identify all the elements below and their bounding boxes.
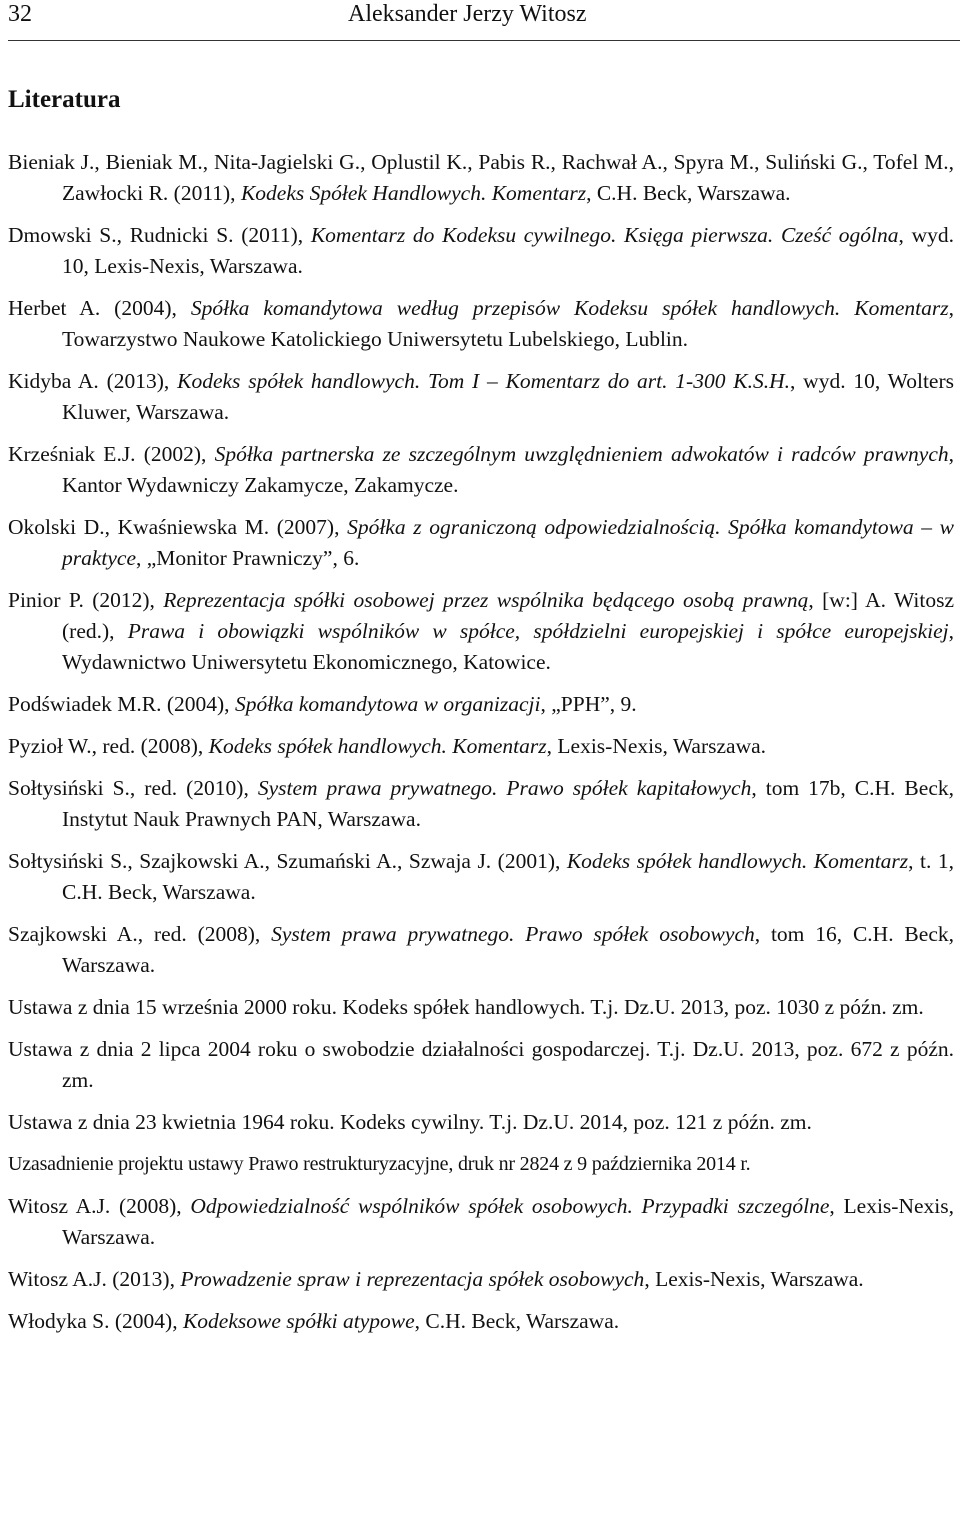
reference-entry	[8, 689, 954, 720]
reference-text: , tom 17b, C.H. Beck, Instytut Nauk Prawnych PAN, Warszawa.	[62, 776, 954, 831]
reference-text: Ustawa z dnia 23 kwietnia 1964 roku. Kodeks cywilny. T.j. Dz.U. 2014, poz. 121 z późn. zm.	[8, 1110, 812, 1134]
reference-title: Reprezentacja spółki osobowej przez wspólnika będącego osobą prawną	[163, 588, 809, 612]
page-header	[8, 0, 956, 40]
reference-text: , Lexis-Nexis, Warszawa.	[546, 734, 767, 758]
reference-text: , „Monitor Prawniczy”, 6.	[136, 546, 360, 570]
reference-entry	[8, 992, 954, 1023]
reference-text: Witosz A.J. (2013),	[8, 1267, 181, 1291]
reference-entry	[8, 1149, 954, 1180]
reference-text: Herbet A. (2004),	[8, 296, 191, 320]
reference-text: Bieniak J., Bieniak M., Nita-Jagielski G., Oplustil K., Pabis R., Rachwał A., Spyra M., Suliński G., Tofel M., Zawłocki R. (2011),	[8, 150, 954, 205]
section-heading: Literatura	[8, 86, 121, 113]
reference-text: , tom 16, C.H. Beck, Warszawa.	[62, 922, 954, 977]
reference-text: Ustawa z dnia 15 września 2000 roku. Kodeks spółek handlowych. T.j. Dz.U. 2013, poz. 1030 z późn. zm.	[8, 995, 924, 1019]
reference-text: Dmowski S., Rudnicki S. (2011),	[8, 223, 311, 247]
reference-text: , Towarzystwo Naukowe Katolickiego Uniwersytetu Lubelskiego, Lublin.	[62, 296, 954, 351]
reference-text: Ustawa z dnia 2 lipca 2004 roku o swobodzie działalności gospodarczej. T.j. Dz.U. 2013, poz. 672 z późn. zm.	[8, 1037, 954, 1092]
reference-title: Spółka komandytowa w organizacji	[234, 692, 541, 716]
reference-text: Sołtysiński S., Szajkowski A., Szumański A., Szwaja J. (2001),	[8, 849, 567, 873]
reference-title: System prawa prywatnego. Prawo spółek kapitałowych	[257, 776, 752, 800]
reference-text: , t. 1, C.H. Beck, Warszawa.	[62, 849, 954, 904]
reference-text: Pyzioł W., red. (2008),	[8, 734, 209, 758]
reference-title: Odpowiedzialność wspólników spółek osobowych. Przypadki szczególne	[190, 1194, 830, 1218]
reference-title: Kodeks spółek handlowych. Tom I – Komentarz do art. 1-300 K.S.H.	[177, 369, 790, 393]
reference-entry	[8, 773, 954, 835]
reference-text: Sołtysiński S., red. (2010),	[8, 776, 258, 800]
reference-text: , wyd. 10, Lexis-Nexis, Warszawa.	[62, 223, 954, 278]
reference-entry	[8, 1107, 954, 1138]
reference-text: , Kantor Wydawniczy Zakamycze, Zakamycze.	[62, 442, 955, 497]
reference-title: System prawa prywatnego. Prawo spółek osobowych	[271, 922, 755, 946]
reference-entry	[8, 1306, 954, 1337]
reference-text: Kidyba A. (2013),	[8, 369, 178, 393]
reference-entry	[8, 919, 954, 981]
page-number: 32	[8, 1, 32, 27]
reference-text: , „PPH”, 9.	[540, 692, 637, 716]
reference-text: Witosz A.J. (2008),	[8, 1194, 191, 1218]
reference-entry	[8, 846, 954, 908]
reference-entry	[8, 1191, 954, 1253]
header-rule	[8, 40, 960, 41]
reference-text: , C.H. Beck, Warszawa.	[586, 181, 791, 205]
reference-text: , wyd. 10, Wolters Kluwer, Warszawa.	[62, 369, 954, 424]
reference-text: , C.H. Beck, Warszawa.	[414, 1309, 620, 1333]
reference-title: Spółka partnerska ze szczególnym uwzględnieniem adwokatów i radców prawnych	[214, 442, 949, 466]
reference-text: Szajkowski A., red. (2008),	[8, 922, 272, 946]
reference-title: Spółka komandytowa według przepisów Kodeksu spółek handlowych. Komentarz	[190, 296, 949, 320]
reference-entry	[8, 147, 954, 209]
reference-text: Krześniak E.J. (2002),	[8, 442, 215, 466]
reference-title: Kodeks spółek handlowych. Komentarz	[566, 849, 909, 873]
reference-text: , [w:] A. Witosz (red.),	[62, 588, 954, 643]
reference-entry	[8, 220, 954, 282]
reference-text: , Wydawnictwo Uniwersytetu Ekonomicznego, Katowice.	[62, 619, 954, 674]
reference-title: Komentarz do Kodeksu cywilnego. Księga pierwsza. Cześć ogólna	[310, 223, 899, 247]
reference-entry	[8, 512, 954, 574]
reference-title: Kodeks spółek handlowych. Komentarz	[208, 734, 547, 758]
reference-title: Prowadzenie spraw i reprezentacja spółek osobowych	[180, 1267, 645, 1291]
reference-text: Uzasadnienie projektu ustawy Prawo restrukturyzacyjne, druk nr 2824 z 9 października 2014 r.	[8, 1153, 751, 1175]
running-head: Aleksander Jerzy Witosz	[348, 1, 587, 27]
reference-text: Okolski D., Kwaśniewska M. (2007),	[8, 515, 348, 539]
reference-title: Kodeksowe spółki atypowe	[182, 1309, 415, 1333]
reference-text: , Lexis-Nexis, Warszawa.	[644, 1267, 864, 1291]
reference-entry	[8, 439, 954, 501]
reference-title: Prawa i obowiązki wspólników w spółce, spółdzielni europejskiej i spółce europejskiej	[127, 619, 949, 643]
reference-entry	[8, 1034, 954, 1096]
reference-entry	[8, 293, 954, 355]
reference-entry	[8, 1264, 954, 1295]
reference-entry	[8, 366, 954, 428]
reference-text: , Lexis-Nexis, Warszawa.	[62, 1194, 954, 1249]
reference-list	[8, 147, 954, 1348]
reference-text: Podświadek M.R. (2004),	[8, 692, 235, 716]
reference-text: Pinior P. (2012),	[8, 588, 164, 612]
reference-text: Włodyka S. (2004),	[8, 1309, 183, 1333]
reference-title: Kodeks Spółek Handlowych. Komentarz	[240, 181, 587, 205]
reference-entry	[8, 585, 954, 678]
reference-title: Spółka z ograniczoną odpowiedzialnością. Spółka komandytowa – w praktyce	[62, 515, 955, 570]
reference-entry	[8, 731, 954, 762]
